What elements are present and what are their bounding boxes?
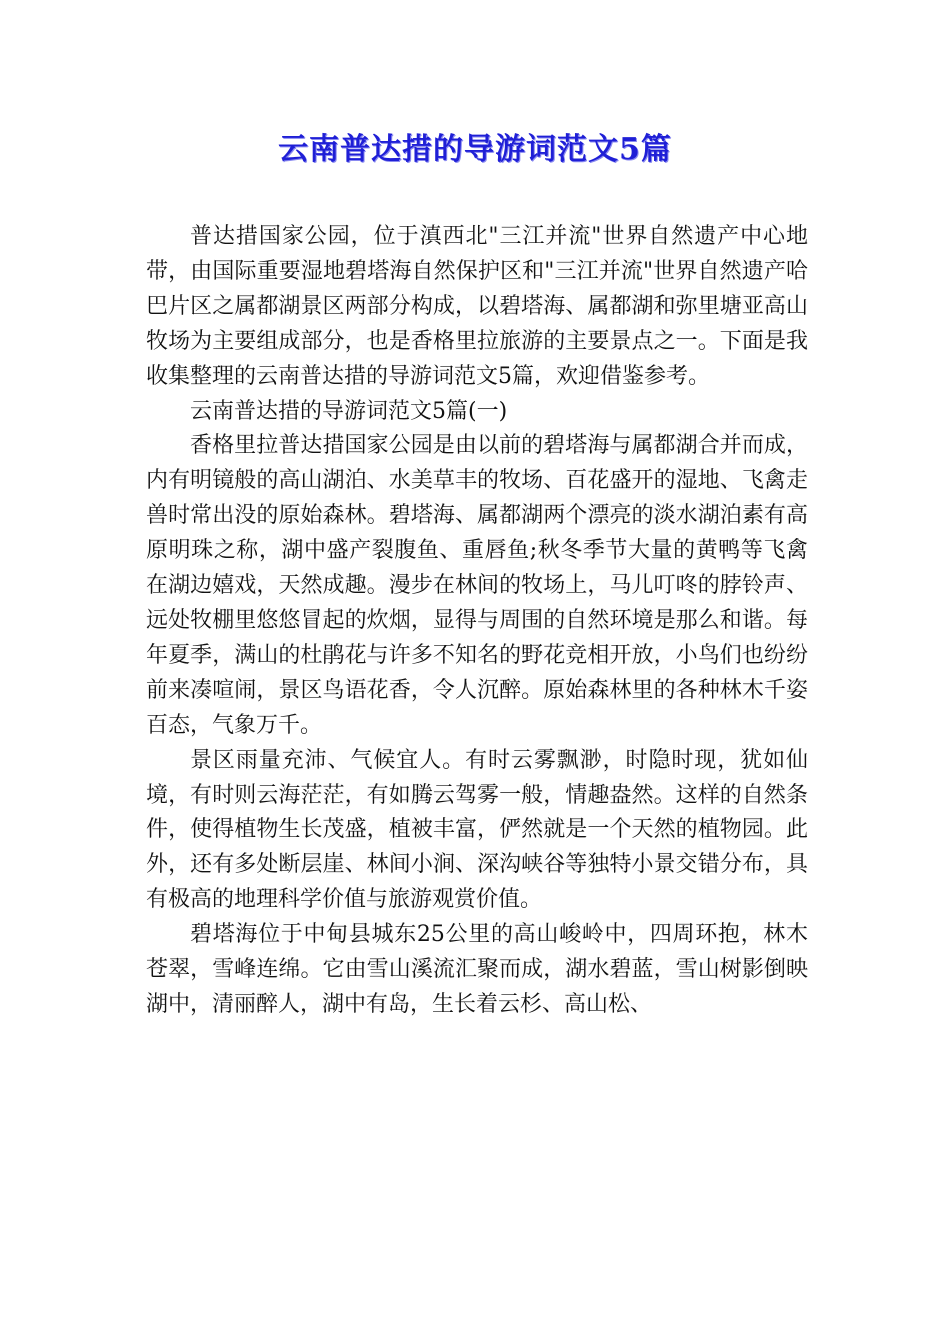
section-heading: 云南普达措的导游词范文5篇(一)	[190, 398, 508, 424]
body-paragraph: 景区雨量充沛、气候宜人。有时云雾飘渺，时隐时现，犹如仙境，有时则云海茫茫，有如腾云驾雾一般，情趣盎然。这样的自然条件，使得植物生长茂盛，植被丰富，俨然就是一个天然的植物园。此外，还有多处断层崖、林间小涧、深沟峡谷等独特小景交错分布，具有极高的地理科学价值与旅游观赏价值。	[146, 747, 808, 913]
document-title: 云南普达措的导游词范文5篇	[278, 132, 672, 167]
body-paragraph: 碧塔海位于中甸县城东25公里的高山峻岭中，四周环抱，林木苍翠，雪峰连绵。它由雪山溪流汇聚而成，湖水碧蓝，雪山树影倒映湖中，清丽醉人，湖中有岛，生长着云杉、高山松、	[146, 922, 808, 1017]
document-body	[146, 220, 808, 1023]
intro-paragraph: 普达措国家公园，位于滇西北"三江并流"世界自然遗产中心地带，由国际重要湿地碧塔海自然保护区和"三江并流"世界自然遗产哈巴片区之属都湖景区两部分构成，以碧塔海、属都湖和弥里塘亚高山牧场为主要组成部分，也是香格里拉旅游的主要景点之一。下面是我收集整理的云南普达措的导游词范文5篇，欢迎借鉴参考。	[146, 224, 808, 389]
body-paragraph: 香格里拉普达措国家公园是由以前的碧塔海与属都湖合并而成，内有明镜般的高山湖泊、水美草丰的牧场、百花盛开的湿地、飞禽走兽时常出没的原始森林。碧塔海、属都湖两个漂亮的淡水湖泊素有高原明珠之称，湖中盛产裂腹鱼、重唇鱼;秋冬季节大量的黄鸭等飞禽在湖边嬉戏，天然成趣。漫步在林间的牧场上，马儿叮咚的脖铃声、远处牧棚里悠悠冒起的炊烟，显得与周围的自然环境是那么和谐。每年夏季，满山的杜鹃花与许多不知名的野花竞相开放，小鸟们也纷纷前来凑喧闹，景区鸟语花香，令人沉醉。原始森林里的各种林木千姿百态，气象万千。	[146, 433, 808, 738]
